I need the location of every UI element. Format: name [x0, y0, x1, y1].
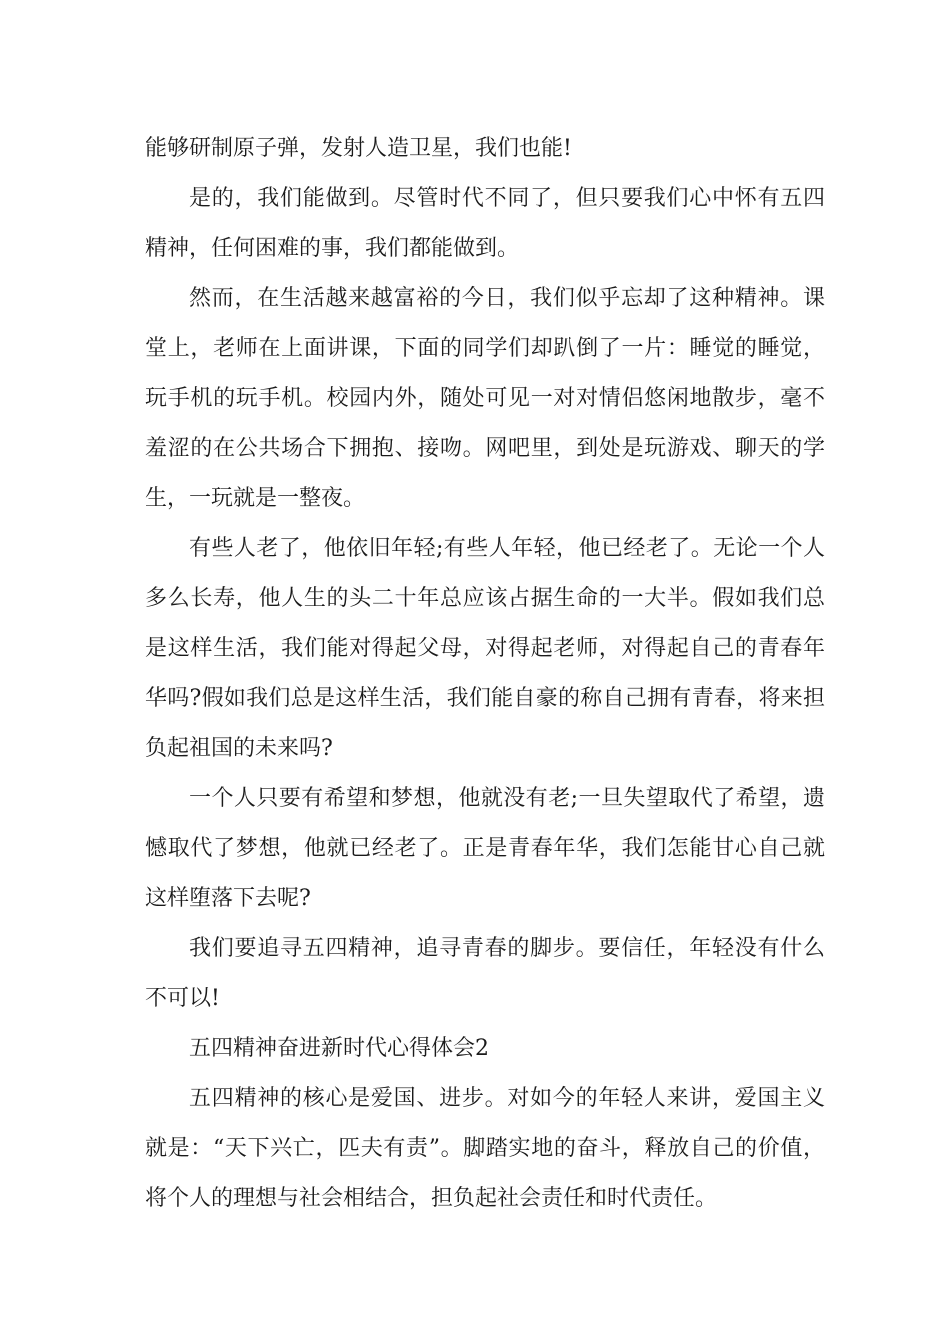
paragraph-continuation: 能够研制原子弹，发射人造卫星，我们也能!	[145, 136, 572, 161]
paragraph: 五四精神的核心是爱国、进步。对如今的年轻人来讲，爱国主义就是：“天下兴亡，匹夫有责”。脚踏实地的奋斗，释放自己的价值，将个人的理想与社会相结合，担负起社会责任和时代责任。	[145, 1086, 825, 1211]
section-heading: 五四精神奋进新时代心得体会2	[189, 1036, 489, 1061]
paragraph: 我们要追寻五四精神，追寻青春的脚步。要信任，年轻没有什么不可以!	[145, 936, 825, 1011]
document-body	[145, 124, 825, 1224]
paragraph: 有些人老了，他依旧年轻;有些人年轻，他已经老了。无论一个人多么长寿，他人生的头二十年总应该占据生命的一大半。假如我们总是这样生活，我们能对得起父母，对得起老师，对得起自己的青春年华吗?假如我们总是这样生活，我们能自豪的称自己拥有青春，将来担负起祖国的未来吗?	[145, 536, 825, 761]
paragraph: 然而，在生活越来越富裕的今日，我们似乎忘却了这种精神。课堂上，老师在上面讲课，下面的同学们却趴倒了一片：睡觉的睡觉，玩手机的玩手机。校园内外，随处可见一对对情侣悠闲地散步，毫不羞涩的在公共场合下拥抱、接吻。网吧里，到处是玩游戏、聊天的学生，一玩就是一整夜。	[145, 286, 825, 511]
paragraph: 是的，我们能做到。尽管时代不同了，但只要我们心中怀有五四精神，任何困难的事，我们都能做到。	[145, 186, 825, 261]
paragraph: 一个人只要有希望和梦想，他就没有老;一旦失望取代了希望，遗憾取代了梦想，他就已经老了。正是青春年华，我们怎能甘心自己就这样堕落下去呢?	[145, 786, 825, 911]
